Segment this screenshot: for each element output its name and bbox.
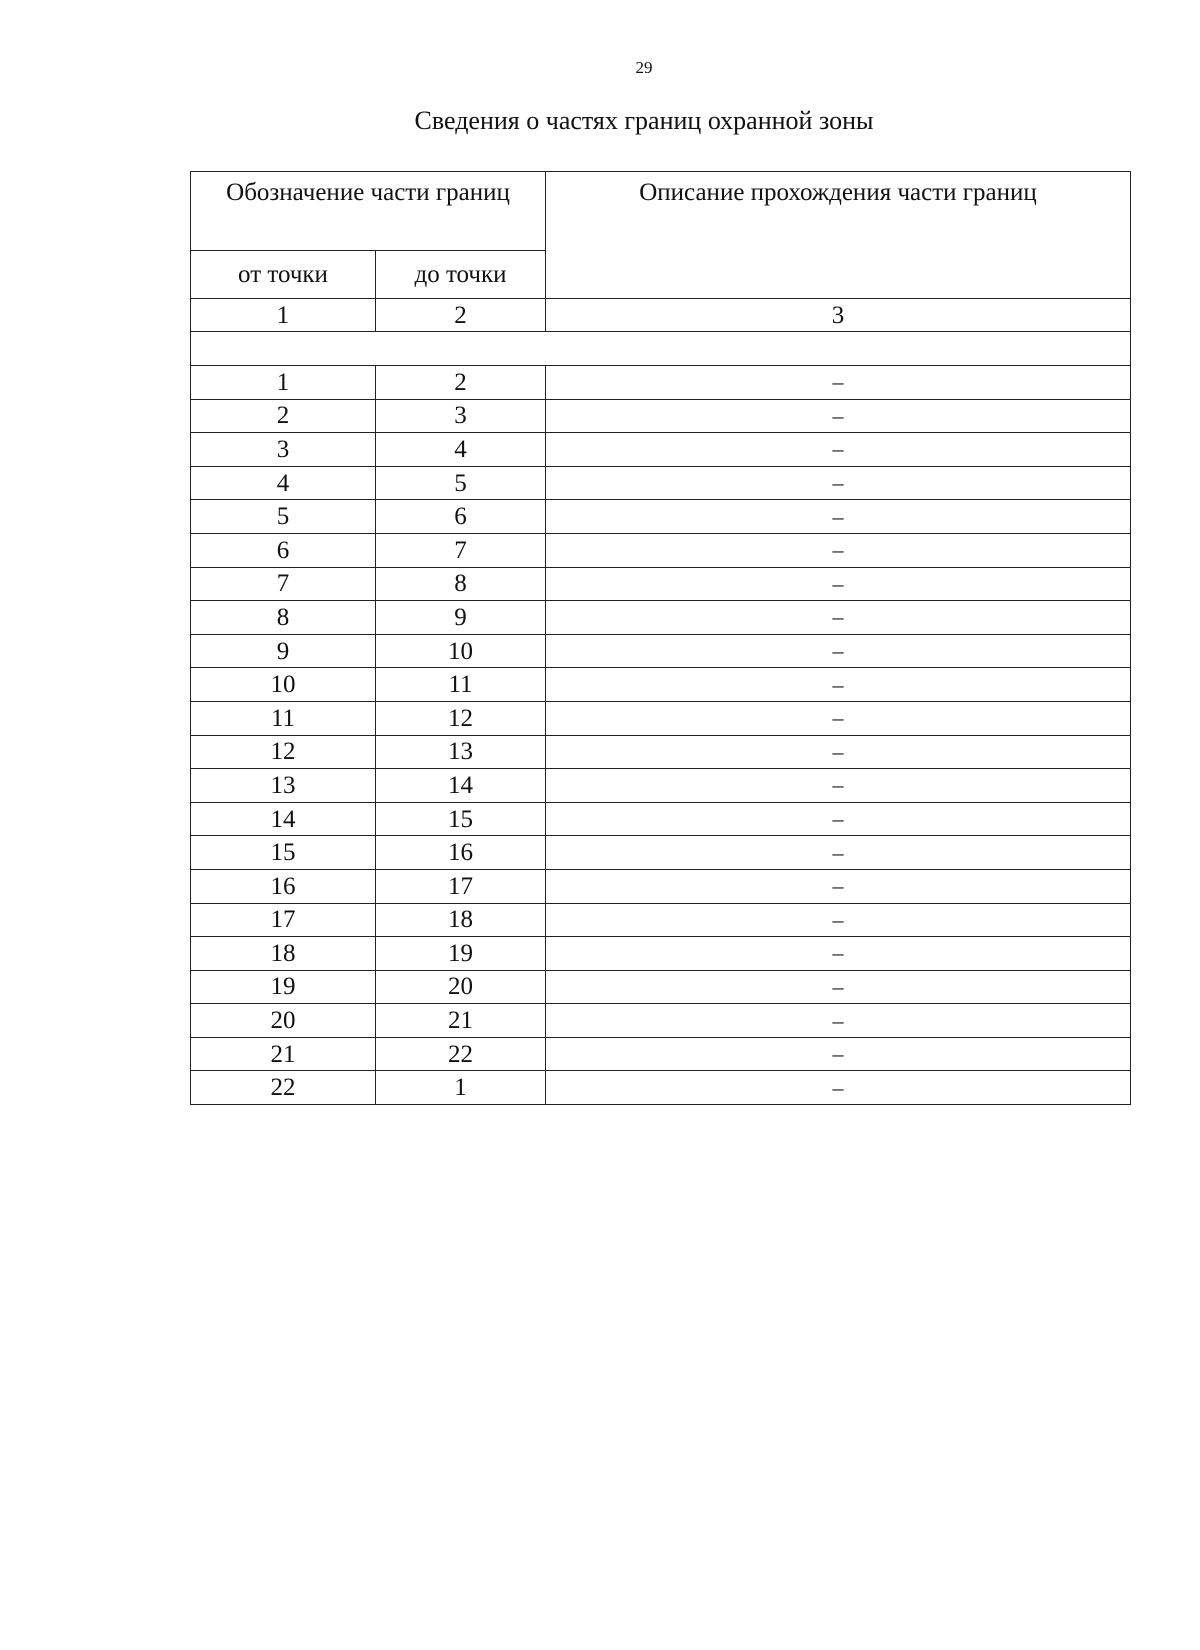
to-point-cell: 20: [376, 970, 546, 1004]
description-cell: –: [546, 634, 1131, 668]
table-row: [191, 701, 1131, 735]
to-point-cell: 12: [376, 701, 546, 735]
description-cell: –: [546, 735, 1131, 769]
to-point-cell: 18: [376, 903, 546, 937]
table-row: [191, 601, 1131, 635]
table-row: [191, 634, 1131, 668]
from-point-cell: 13: [191, 769, 376, 803]
description-cell: –: [546, 567, 1131, 601]
column-number: 3: [546, 299, 1131, 332]
from-point-cell: 10: [191, 668, 376, 702]
from-point-cell: 9: [191, 634, 376, 668]
to-point-cell: 8: [376, 567, 546, 601]
from-point-cell: 11: [191, 701, 376, 735]
boundary-parts-table: [190, 171, 1131, 1105]
from-point-cell: 18: [191, 937, 376, 971]
to-point-cell: 14: [376, 769, 546, 803]
table-row: [191, 533, 1131, 567]
to-point-cell: 6: [376, 500, 546, 534]
from-point-cell: 17: [191, 903, 376, 937]
table-row: [191, 769, 1131, 803]
description-cell: –: [546, 802, 1131, 836]
from-point-cell: 19: [191, 970, 376, 1004]
table-row: [191, 366, 1131, 400]
description-cell: –: [546, 500, 1131, 534]
table-row: [191, 836, 1131, 870]
from-point-cell: 14: [191, 802, 376, 836]
to-point-cell: 19: [376, 937, 546, 971]
page-title: Сведения о частях границ охранной зоны: [414, 106, 874, 135]
from-point-cell: 1: [191, 366, 376, 400]
description-cell: –: [546, 1004, 1131, 1038]
table-row: [191, 500, 1131, 534]
to-point-cell: 9: [376, 601, 546, 635]
to-point-cell: 4: [376, 433, 546, 467]
header-row: [191, 172, 1131, 251]
table-row: [191, 903, 1131, 937]
from-point-cell: 2: [191, 399, 376, 433]
to-point-cell: 13: [376, 735, 546, 769]
to-point-cell: 7: [376, 533, 546, 567]
from-point-cell: 7: [191, 567, 376, 601]
from-point-cell: 21: [191, 1037, 376, 1071]
header-boundary-designation: Обозначение части границ: [191, 172, 546, 251]
table-row: [191, 802, 1131, 836]
description-cell: –: [546, 366, 1131, 400]
from-point-cell: 4: [191, 466, 376, 500]
to-point-cell: 15: [376, 802, 546, 836]
from-point-cell: 12: [191, 735, 376, 769]
description-cell: –: [546, 903, 1131, 937]
table-row: [191, 937, 1131, 971]
column-number: 1: [191, 299, 376, 332]
table-row: [191, 433, 1131, 467]
from-point-cell: 3: [191, 433, 376, 467]
description-cell: –: [546, 668, 1131, 702]
description-cell: –: [546, 533, 1131, 567]
description-cell: –: [546, 433, 1131, 467]
column-number-row: [191, 299, 1131, 332]
description-cell: –: [546, 466, 1131, 500]
to-point-cell: 11: [376, 668, 546, 702]
section-spacer-cell: [191, 332, 1131, 366]
to-point-cell: 16: [376, 836, 546, 870]
from-point-cell: 22: [191, 1071, 376, 1105]
to-point-cell: 3: [376, 399, 546, 433]
description-cell: –: [546, 1071, 1131, 1105]
from-point-cell: 8: [191, 601, 376, 635]
to-point-cell: 10: [376, 634, 546, 668]
table-row: [191, 668, 1131, 702]
table-row: [191, 970, 1131, 1004]
description-cell: –: [546, 1037, 1131, 1071]
from-point-cell: 15: [191, 836, 376, 870]
to-point-cell: 22: [376, 1037, 546, 1071]
to-point-cell: 17: [376, 869, 546, 903]
to-point-cell: 2: [376, 366, 546, 400]
description-cell: –: [546, 399, 1131, 433]
description-cell: –: [546, 769, 1131, 803]
description-cell: –: [546, 701, 1131, 735]
table-row: [191, 869, 1131, 903]
table-row: [191, 1071, 1131, 1105]
to-point-cell: 21: [376, 1004, 546, 1038]
from-point-cell: 16: [191, 869, 376, 903]
header-from-point: от точки: [191, 251, 376, 299]
to-point-cell: 5: [376, 466, 546, 500]
page-number: 29: [635, 58, 653, 77]
table-row: [191, 399, 1131, 433]
to-point-cell: 1: [376, 1071, 546, 1105]
description-cell: –: [546, 836, 1131, 870]
header-description: Описание прохождения части границ: [546, 172, 1131, 299]
section-spacer-row: [191, 332, 1131, 366]
header-to-point: до точки: [376, 251, 546, 299]
table-row: [191, 567, 1131, 601]
description-cell: –: [546, 601, 1131, 635]
from-point-cell: 20: [191, 1004, 376, 1038]
description-cell: –: [546, 970, 1131, 1004]
column-number: 2: [376, 299, 546, 332]
description-cell: –: [546, 937, 1131, 971]
table-row: [191, 1037, 1131, 1071]
description-cell: –: [546, 869, 1131, 903]
table-row: [191, 1004, 1131, 1038]
from-point-cell: 5: [191, 500, 376, 534]
table-row: [191, 735, 1131, 769]
from-point-cell: 6: [191, 533, 376, 567]
table-row: [191, 466, 1131, 500]
